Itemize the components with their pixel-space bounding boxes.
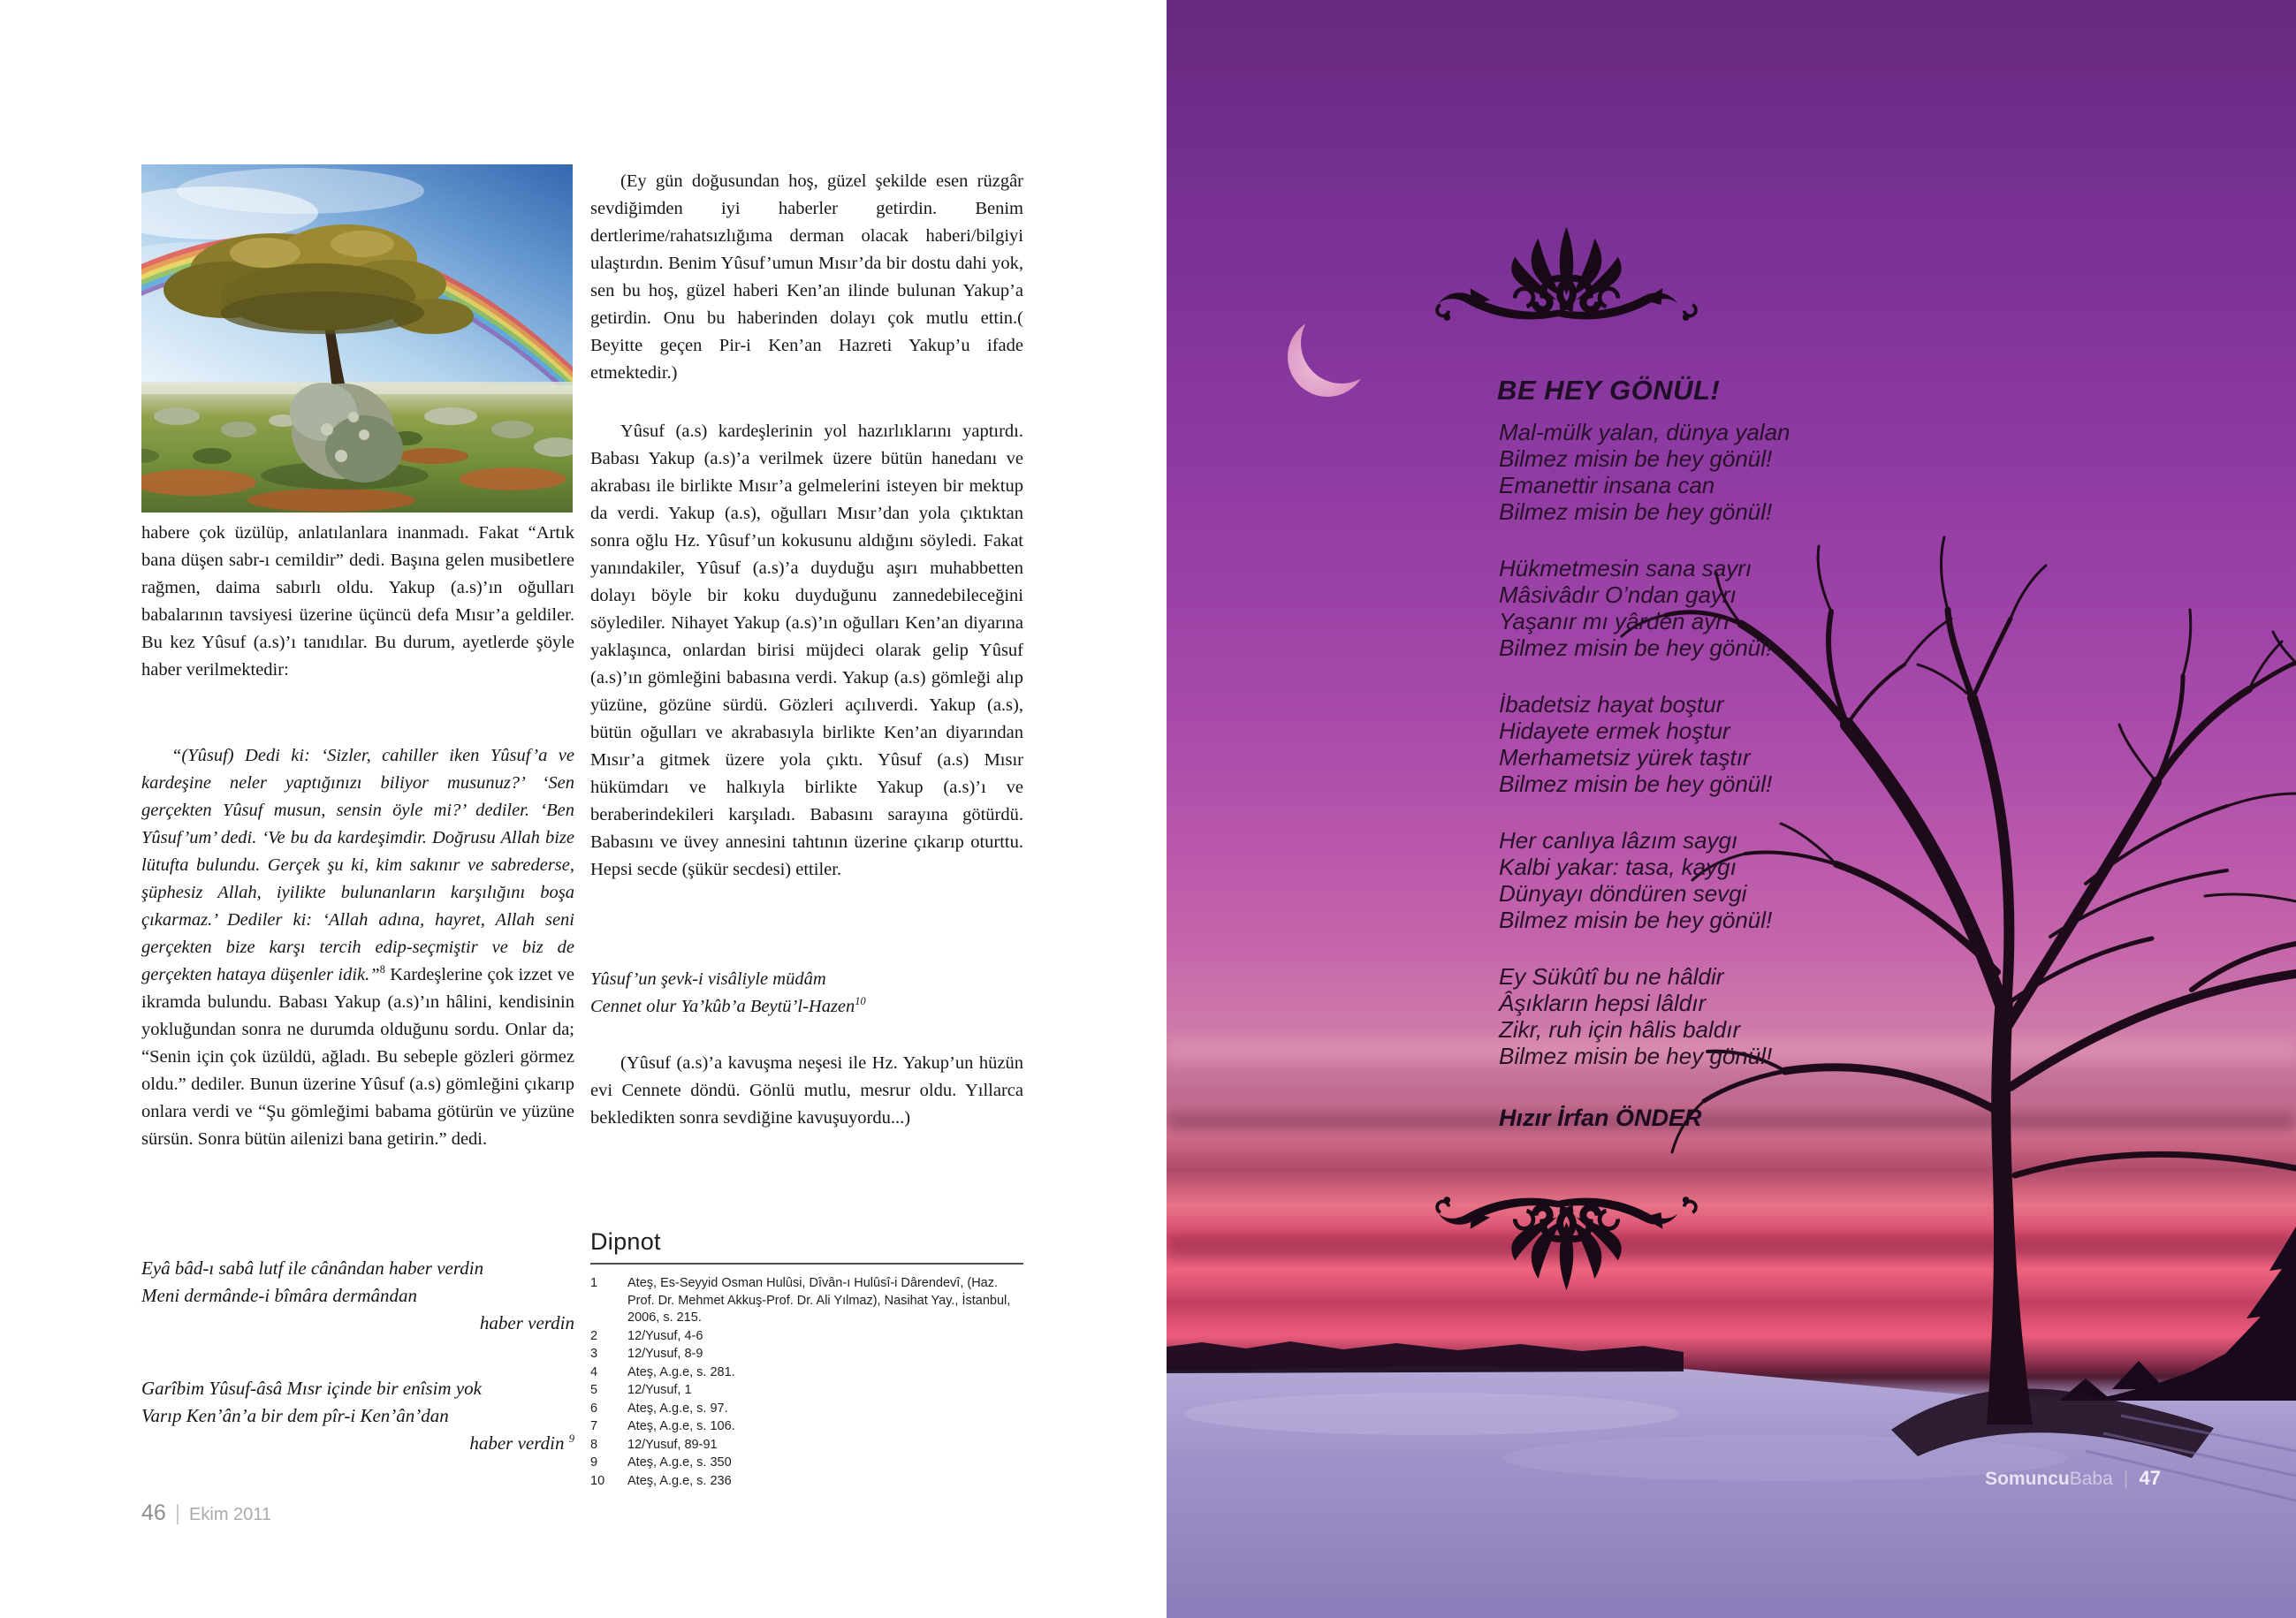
poem-line: Eyâ bâd-ı sabâ lutf ile cânândan haber verdin: [141, 1257, 484, 1279]
verse-line: Hidayete ermek hoştur: [1499, 718, 1730, 744]
footer-separator: |: [174, 1501, 181, 1525]
verse-line: Merhametsiz yürek taştır: [1499, 744, 1751, 771]
footnote-item: [590, 1437, 1023, 1455]
footnote-item: [590, 1418, 1023, 1436]
couplet-line: Yûsuf’un şevk-i visâliyle müdâm: [590, 969, 826, 989]
dipnot-section: [590, 1228, 1023, 1491]
quote-italic-text: “(Yûsuf) Dedi ki: ‘Sizler, cahiller iken Yûsuf’a ve kardeşine neler yaptığınızı biliyor musunuz?’ ‘Sen gerçekten Yûsuf musun, sensin öyle mi?’ dediler. ‘Ben Yûsuf’um’ dedi. ‘Ve bu da kardeşimdir. Doğrusu Allah bize lütufta bulundu. Gerçek şu ki, kim sakınır ve sabrederse, şüphesiz Allah, iyilikte bulunanların karşılığını boşa çıkarmaz.’ Dediler ki: ‘Allah adına, hayret, Allah seni gerçekten bize karşı tercih edip-seçmiştir ve biz de gerçekten hataya düşenler idik.”: [141, 746, 574, 984]
poem-line-right: [141, 1430, 574, 1457]
footnote-number: 8: [590, 1437, 598, 1452]
verse-line: Zikr, ruh için hâlis baldır: [1499, 1016, 1741, 1043]
footnote-text: 12/Yusuf, 1: [627, 1383, 692, 1397]
footnote-text: 12/Yusuf, 89-91: [627, 1437, 718, 1452]
poem-line: Garîbim Yûsuf-âsâ Mısr içinde bir enîsim yok: [141, 1378, 482, 1399]
footnote-number: 9: [590, 1455, 598, 1470]
verse-line: Emanettir insana can: [1499, 472, 1715, 498]
verse-line: Yaşanır mı yârden ayrı: [1499, 608, 1730, 634]
right-column-para-1: [590, 168, 1023, 387]
verse-line: Bilmez misin be hey gönül!: [1499, 634, 1773, 661]
rainbow-tree-photo-art: [141, 164, 573, 513]
poem-line: Varıp Ken’ân’a bir dem pîr-i Ken’ân’dan: [141, 1405, 449, 1426]
couplet-line-text: Cennet olur Ya’kûb’a Beytü’l-Hazen: [590, 997, 855, 1016]
stanza-4: [1499, 827, 1790, 933]
paragraph: (Yûsuf (a.s)’a kavuşma neşesi ile Hz. Yakup’un hüzün evi Cennete döndü. Gönlü mutlu, mesrur oldu. Yıllarca bekledikten sonra sevdiğine kavuşuyordu...): [590, 1053, 1023, 1128]
dipnot-rule: [590, 1263, 1023, 1265]
footnote-number: 7: [590, 1419, 598, 1433]
footnote-number: 2: [590, 1328, 598, 1343]
page-number: 46: [141, 1500, 166, 1525]
verse-line: Bilmez misin be hey gönül!: [1499, 498, 1773, 525]
verse-line: Bilmez misin be hey gönül!: [1499, 907, 1773, 933]
poem-line: Meni dermânde-i bîmâra dermândan: [141, 1285, 418, 1306]
footnote-item: [590, 1275, 1023, 1327]
footnote-item: [590, 1401, 1023, 1418]
footnote-list: [590, 1275, 1023, 1490]
conifer-forest-right: [2086, 1227, 2296, 1401]
poem-body: [1499, 419, 1790, 1099]
footnote-item: [590, 1455, 1023, 1472]
footnote-item: [590, 1473, 1023, 1491]
quote-text: [141, 742, 574, 1153]
footnote-item: [590, 1346, 1023, 1364]
issue-label: Ekim 2011: [189, 1505, 272, 1524]
footnote-ref-8: 8: [379, 963, 385, 976]
verse-line: Hükmetmesin sana sayrı: [1499, 555, 1752, 581]
left-column: [141, 520, 574, 684]
brand-somuncu: Somuncu: [1985, 1469, 2070, 1489]
fleuron-ornament-bottom-icon: [1427, 1186, 1706, 1294]
verse-line: Kalbi yakar: tasa, kaygı: [1499, 854, 1737, 880]
footnote-text: Ateş, A.g.e, s. 236: [627, 1473, 732, 1488]
poem-line-text: haber verdin: [469, 1432, 569, 1454]
footnote-text: Ateş, A.g.e, s. 97.: [627, 1401, 728, 1416]
footnote-text: 12/Yusuf, 4-6: [627, 1328, 703, 1343]
poem-author: Hızır İrfan ÖNDER: [1499, 1105, 1702, 1131]
poem-title: BE HEY GÖNÜL!: [1497, 375, 1721, 406]
page-number: 47: [2139, 1467, 2161, 1489]
footnote-number: 3: [590, 1347, 598, 1361]
verse-line: Bilmez misin be hey gönül!: [1499, 1043, 1773, 1069]
footnote-item: [590, 1364, 1023, 1382]
footnote-item: [590, 1328, 1023, 1346]
footnote-number: 5: [590, 1383, 598, 1397]
poem-stanza-left-2: [141, 1375, 574, 1457]
footnote-number: 10: [590, 1473, 605, 1488]
snow-highlight: [1502, 1435, 2068, 1481]
stanza-5: [1499, 963, 1790, 1069]
dipnot-heading: Dipnot: [590, 1228, 661, 1255]
stanza-1: [1499, 419, 1790, 525]
verse-line: Mal-mülk yalan, dünya yalan: [1499, 419, 1790, 445]
brand-baba: Baba: [2069, 1469, 2113, 1489]
paragraph: (Ey gün doğusundan hoş, güzel şekilde esen rüzgâr sevdiğimden iyi haberler getirdin. Benim dertlerime/rahatsızlığıma derman olacak haberi/bilgiyi ulaştırdın. Benim Yûsuf’umun Mısır’da bir dostu dahi yok, sen bu hoş, güzel haberi Ken’an ilinde bulunan Yakup’a getirdin. Onu bu haberinden dolayı çok mutlu ettin.( Beyitte geçen Pir-i Ken’an Hazreti Yakup’u ifade etmektedir.): [590, 171, 1023, 383]
snow-highlight: [1184, 1393, 1679, 1435]
verse-line: Âşıkların hepsi lâldır: [1499, 990, 1707, 1016]
footnote-text: Ateş, A.g.e, s. 350: [627, 1455, 732, 1470]
footnote-text: 12/Yusuf, 8-9: [627, 1347, 703, 1361]
paragraph: Yûsuf (a.s) kardeşlerinin yol hazırlıklarını yaptırdı. Babası Yakup (a.s)’a verilmek üzere bütün hanedanı ve akrabası ile birlikte Mısır’a gelmelerini isteyen bir mektup da verdi. Yakup (a.s), oğulları Mısır’dan yola çıktıktan sonra oğlu Hz. Yûsuf’un kokusunu aldığını söyledi. Fakat yanındakiler, Yûsuf (a.s)’a duyduğu aşırı muhabbetten dolayı böyle bir koku duyduğunu zannedebileceğini söylediler. Nihayet Yakup (a.s)’ın oğulları Ken’an diyarına yaklaşınca, onlardan birisi müjdeci olarak gelip Yûsuf (a.s)’ın gömleğini babasına verdi. Yakup (a.s) gömleği alıp yüzüne, gözüne sürdü. Gözleri açılıverdi. Yakup (a.s), bütün oğulları ve akrabasıyla birlikte Ken’an diyarından Mısır’a gitmek üzere yola çıktı. Yûsuf (a.s) Mısır hükümdarı ve halkıyla birlikte Yakup (a.s)’ı ve beraberindekileri karşıladı. Babasını sarayına götürdü. Babasını ve üvey annesini tahtının üzerine çıkarıp oturttu. Hepsi secde (şükür secdesi) ettiler.: [590, 422, 1023, 879]
quote-paragraph: [141, 742, 574, 1153]
paragraph-continuation: habere çok üzülüp, anlatılanlara inanmadı. Fakat “Artık bana düşen sabr-ı cemildir” dedi. Başına gelen musibetlere rağmen, daima sabırlı oldu. Yakup (a.s)’ın oğulları babalarının tavsiyesi üzerine üçüncü defa Mısır’a geldiler. Bu kez Yûsuf (a.s)’ı tanıdılar. Bu durum, ayetlerde şöyle haber verilmektedir:: [141, 523, 574, 680]
poem-stanza-left-1: [141, 1255, 574, 1337]
footnote-number: 1: [590, 1276, 598, 1290]
right-column-para-3: [590, 1050, 1023, 1132]
verse-line: Mâsivâdır O’ndan gayrı: [1499, 581, 1737, 608]
right-page: [1167, 0, 2296, 1618]
footnote-item: [590, 1382, 1023, 1400]
stanza-2: [1499, 555, 1790, 661]
couplet-line: [590, 993, 1023, 1021]
footnote-text: Ateş, A.g.e, s. 106.: [627, 1419, 735, 1433]
stanza-3: [1499, 691, 1790, 797]
verse-line: Ey Sükûtî bu ne hâldir: [1499, 963, 1724, 990]
fleuron-ornament-top-icon: [1427, 224, 1706, 331]
rainbow-tree-photo: [141, 164, 573, 513]
couplet: [590, 966, 1023, 1021]
footnote-number: 6: [590, 1401, 598, 1416]
poem-line-right: haber verdin: [479, 1312, 574, 1333]
footnote-text: Ateş, Es-Seyyid Osman Hulûsi, Dîvân-ı Hulûsî-i Dârendevî, (Haz. Prof. Dr. Mehmet Akkuş-Prof. Dr. Ali Yılmaz), Nasihat Yay., İstanbul, 2006, s. 215.: [627, 1276, 1011, 1325]
quote-roman-text: Kardeşlerine çok izzet ve ikramda bulundu. Babası Yakup (a.s)’ın hâlini, kendisinin yokluğundan sonra ne durumda olduğunu sordu. Onlar da; “Senin için çok üzüldü, ağladı. Bu sebeple gözleri görmez oldu.” dediler. Bunun üzerine Yûsuf (a.s) gömleğini çıkarıp onlara verdi ve “Şu gömleğimi babama götürün ve yüzüne sürsün. Sonra bütün ailenizi bana getirin.” dedi.: [141, 965, 575, 1149]
verse-line: Dünyayı döndüren sevgi: [1499, 880, 1747, 907]
left-page-footer: [141, 1500, 271, 1526]
footnote-text: Ateş, A.g.e, s. 281.: [627, 1364, 735, 1379]
footnote-ref-9: 9: [568, 1432, 574, 1445]
footnote-number: 4: [590, 1364, 598, 1379]
footnote-ref-10: 10: [855, 995, 866, 1008]
verse-line: Bilmez misin be hey gönül!: [1499, 771, 1773, 797]
verse-line: Her canlıya lâzım saygı: [1499, 827, 1738, 854]
verse-line: İbadetsiz hayat boştur: [1499, 691, 1724, 718]
footer-separator: |: [2123, 1467, 2129, 1489]
forest-silhouette-left: [1167, 1341, 1684, 1373]
right-page-footer: [1985, 1467, 2161, 1490]
verse-line: Bilmez misin be hey gönül!: [1499, 445, 1773, 472]
right-column-para-2: [590, 418, 1023, 884]
crescent-moon-icon: [1288, 317, 1367, 397]
